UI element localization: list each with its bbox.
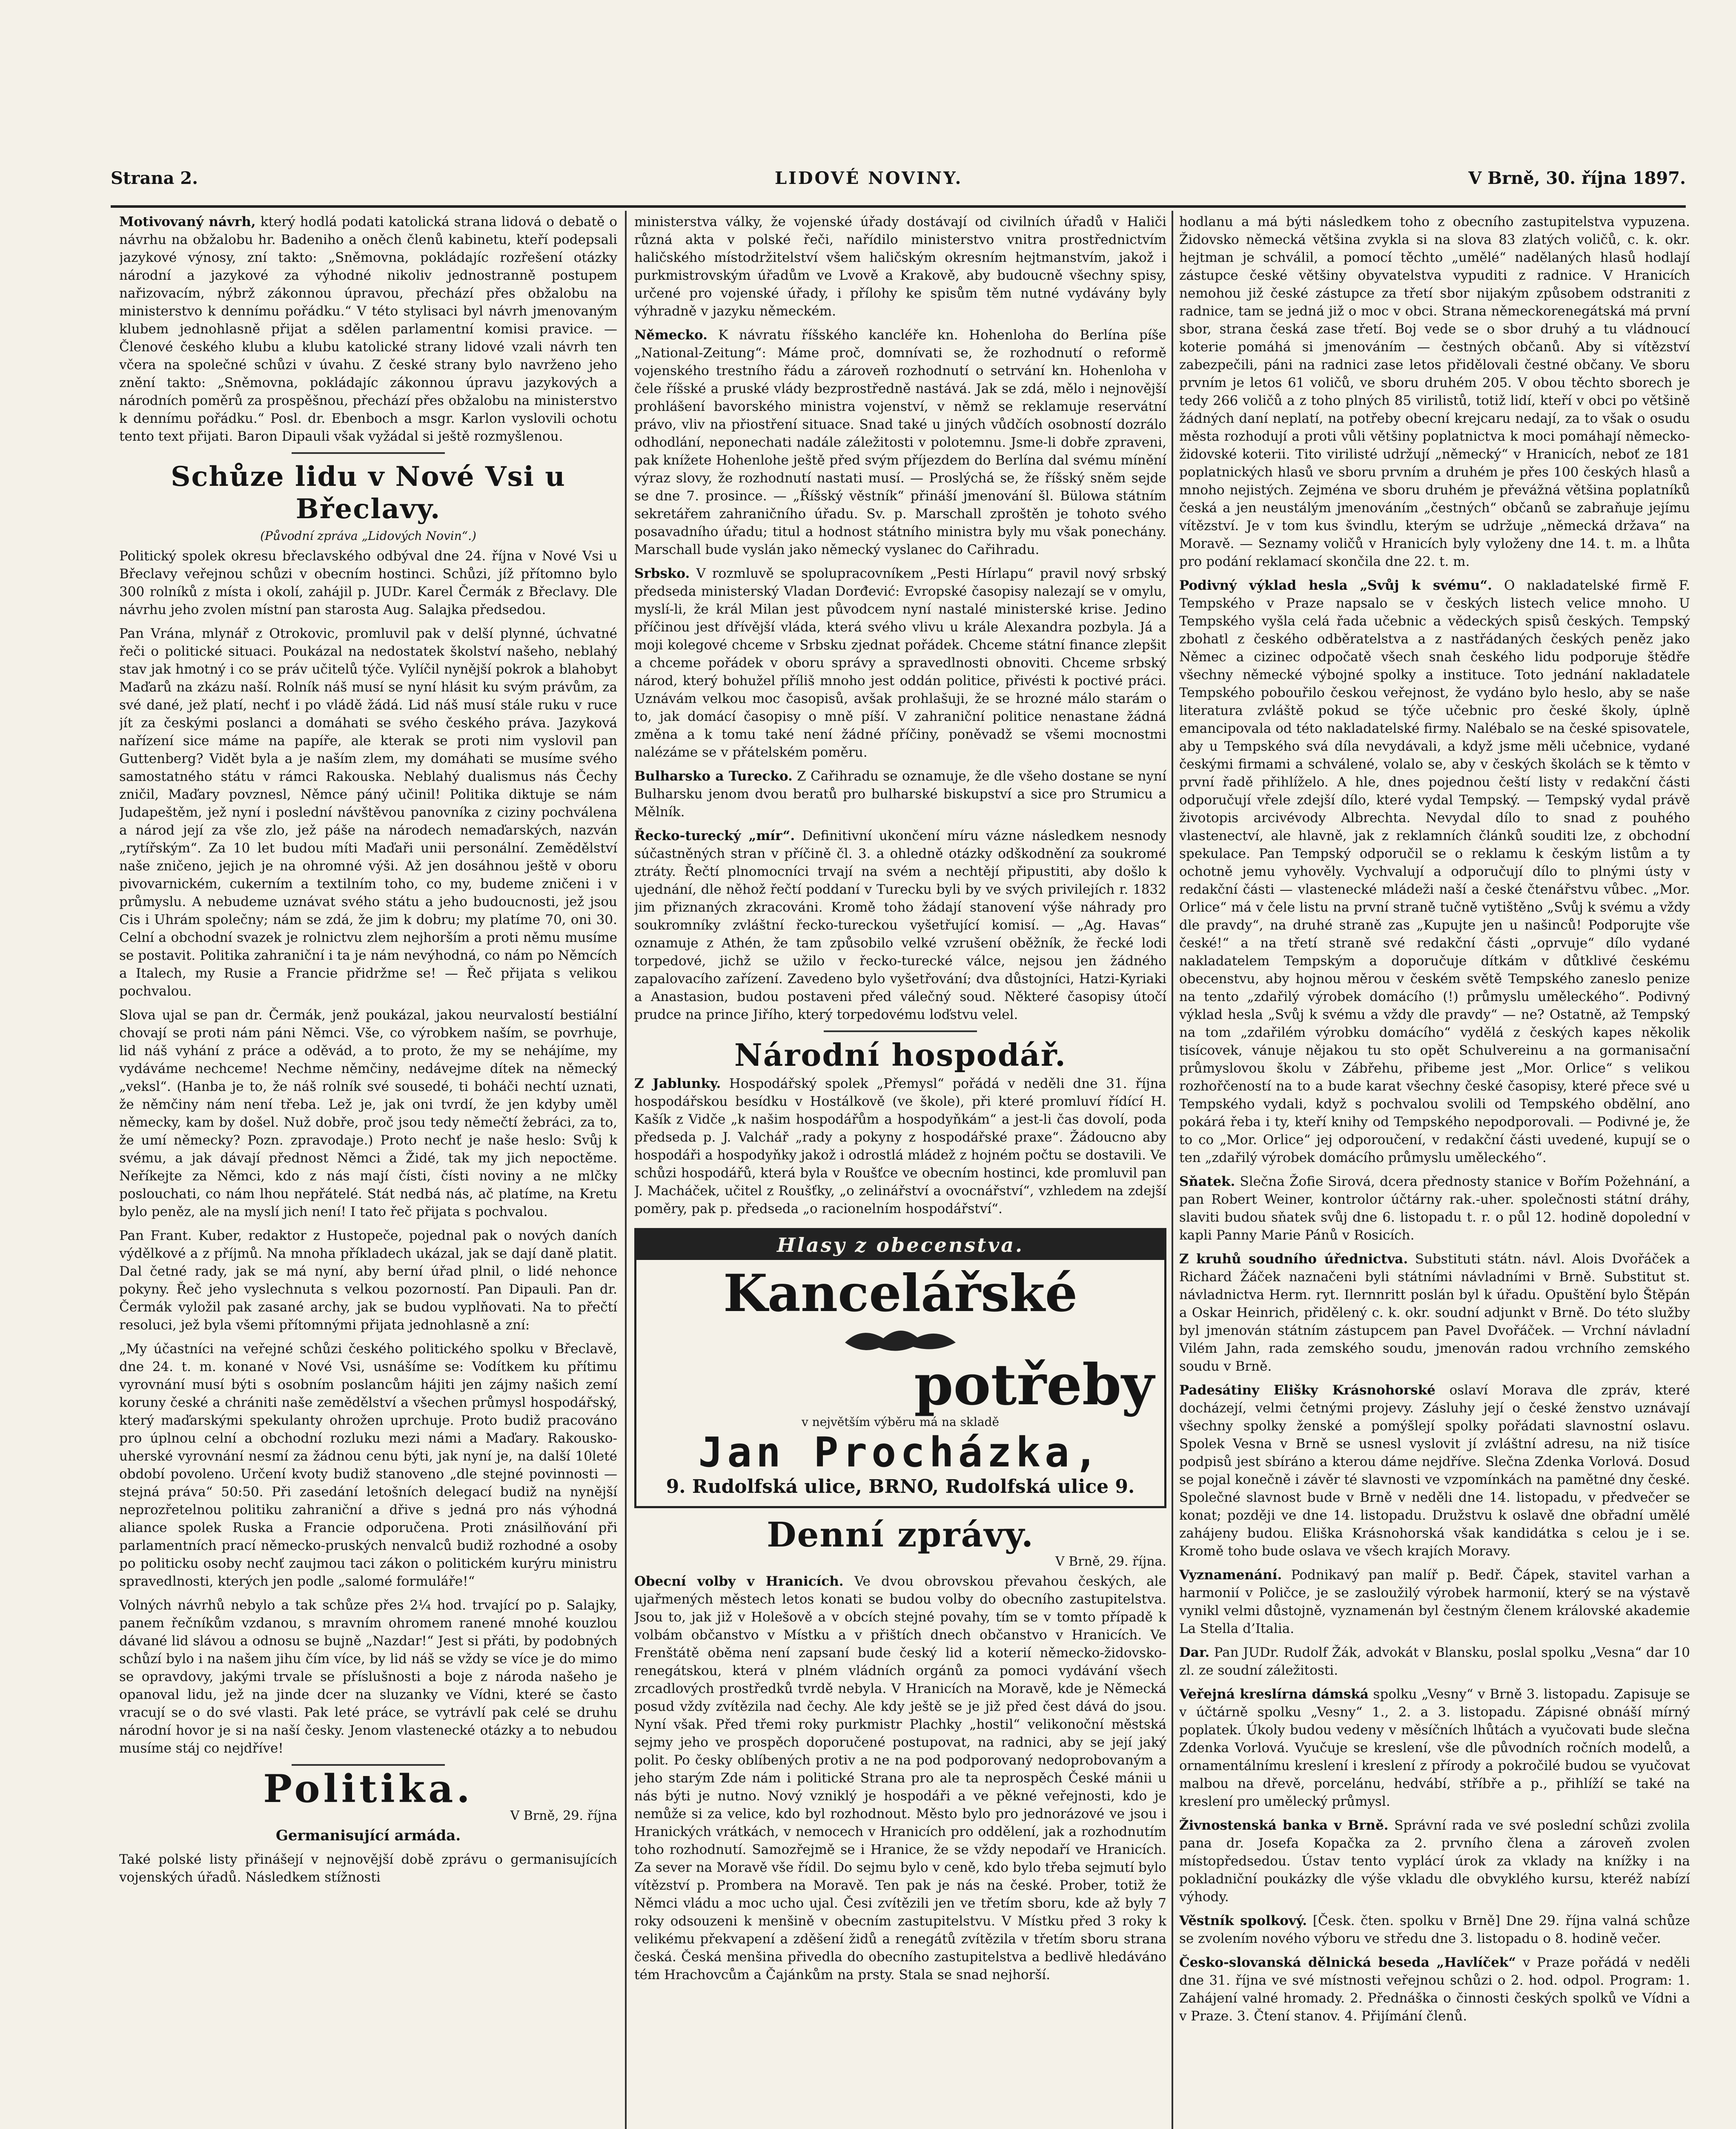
article-paragraph: Motivovaný návrh, který hodlá podati katolická strana lidová o debatě o návrhu na obžalobu hr. Badeniho a oněch členů kabinetu, kteří podepsali jazykové výnosy, zní takto: „Sněmovna, pokládajíc rozřešení otázky národní a jazykové za výhodné nikoliv jednostranně postupem nařizovacím, nýbrž zákonnou úpravou, přechází přes obžalobu na ministerstvo k dennímu pořádku.“ V této stylisaci byl návrh jmenovaným klubem jednohlasně přijat a sdělen parlamentní komisi pravice. — Členové českého klubu a klubu katolické strany lidové vzali návrh ten včera na společné schůzi v úvahu. Z české strany bylo navrženo jeho znění takto: „Sněmovna, pokládajíc zákonnou úpravu jazykových a národních poměrů za prospěšnou, přechází přes obžalobu na ministerstvo k dennímu pořádku.“ Posl. dr. Ebenboch a msgr. Karlon vyslovili ochotu tento text přijati. Baron Dipauli však vyžádal si ještě rozmyšlenou. xyxy=(119,214,617,444)
news-item: Řecko-turecký „mír“. Definitivní ukončení míru vázne následkem nesnody súčastněných stran v příčině čl. 3. a ohledně otázky odškodnění za soukromé ztráty. Řečtí plnomocníci trvají na svém a nechtějí připustiti, aby došlo k ujednání, dle něhož řečtí poddaní v Turecku byli by ve svých privilejích r. 1832 jim přiznaných zkracováni. Kromě toho žádají stanovení výše náhrady pro soukromníky zvláštní řecko-tureckou vyšetřující komisí. — „Ag. Havas“ oznamuje z Athén, že tam způsobilo velké vzrušení oběžník, že řecké lodi torpedové, jichž se užilo v řecko-turecké válce, nejsou jen žádného zapalovacího zařízení. Zavedeno bylo vyšetřování; dva důstojníci, Hatzi-Kyriaki a Anastasion, budou postaveni před válečný soud. Některé časopisy útočí prudce na prince Jiřího, který torpedovému loďstvu velel. xyxy=(634,828,1166,1022)
article-paragraph: Volných návrhů nebylo a tak schůze přes 2¼ hod. trvající po p. Salajky, panem řečníkům vzdanou, s mravním ohromem ranené mnohé kouzlou dávané lid slávou a odnosu se bujně „Nazdar!“ Jest si přáti, by podobných schůzí bylo i na našem jihu čím více, by lid náš se vždy se více je do mimo se opravdovy, jakými trvale se příslušnosti a boje z národa našeho je opanoval lidu, jež na jinde dcer na sluzanky ve Vídni, které se často vracují se o do své vlasti. Pak leté práce, se vytrávlí pak celé se druhu národní hovor je si na naší česky. Jenom vlastenecké otázky a to nebudou musíme stáj co nejdříve! xyxy=(119,1598,617,1756)
news-item: Z Jablunky. Hospodářský spolek „Přemysl“ pořádá v neděli dne 31. října hospodářskou besídku v Hostálkově (ve škole), při které promluví řídící H. Kašík z Vidče „k našim hospodářům a hospodyňkám“ a jest-li čas dovolí, poda předseda p. J. Valchář „rady a pokyny z hospodářské praxe“. Žádoucno aby hospodáři a hospodyňky jakož i odrostlá mládež z hojném počtu se dostavili. Ve schůzi hospodářů, která byla v Roušťce ve obecním hostinci, kde promluvil pan J. Macháček, učitel z Roušťky, „o zelinářství a ovocnářství“, vzhledem na zdejší poměry, pak p. předseda „o racionelním hospodářství“. xyxy=(634,1076,1166,1217)
ad-company-name: Jan Procházka, xyxy=(698,1429,1103,1476)
page-number: Strana 2. xyxy=(111,168,198,188)
subhead: Germanisující armáda. xyxy=(275,1827,461,1844)
column-divider xyxy=(625,211,627,2129)
ad-title: potřeby xyxy=(914,1352,1154,1418)
column-2 xyxy=(634,213,1166,2129)
dateline: V Brně, 29. října. xyxy=(1055,1554,1166,1569)
news-item: Sňatek. Slečna Žofie Sirová, dcera přednosty stanice v Bořím Požehnání, a pan Robert Weiner, kontrolor účtárny rak.-uher. společnosti státní dráhy, slaviti budou sňatek svůj dne 6. listopadu t. r. o půl 12. hodině dopolední v kapli Panny Marie Pánů v Rosicích. xyxy=(1179,1174,1690,1243)
news-item: Veřejná kreslírna dámská spolku „Vesny“ v Brně 3. listopadu. Zapisuje se v účtárně spolku „Vesny“ 1., 2. a 3. listopadu. Zápisné obnáší mírný poplatek. Úkoly budou vedeny v měsíčních lhůtách a vyučovati bude slečna Zdenka Vorlová. Vyučuje se kreslení, vše dle původních ročních modelů, a ornamentálnímu kreslení i kreslení z přírody a pokročilé budou se vyučovat malbou na dřevě, porcelánu, hedvábí, stříbře a p., přihlíží se také na kreslení pro umělecký průmysl. xyxy=(1179,1687,1690,1809)
page-header xyxy=(111,168,1686,202)
news-item: Česko-slovanská dělnická beseda „Havlíček“ v Praze pořádá v neděli dne 31. října ve své místnosti veřejnou schůzi o 2. hod. odpol. Program: 1. Zahájení valné hromady. 2. Přednáška o činnosti českých spolků ve Vídni a v Praze. 3. Čtení stanov. 4. Přijímání členů. xyxy=(1179,1955,1690,2024)
masthead: LIDOVÉ NOVINY. xyxy=(775,168,963,188)
article-paragraph: hodlanu a má býti následkem toho z obecního zastupitelstva vypuzena. Židovsko německá většina zvykla si na slova 83 zlatých voličů, c. k. okr. hejtman je schválil, a pomocí těchto „umělé“ nadělaných hlasů hodlají zástupce české většiny obyvatelstva vypuditi z radnice. V Hranicích nemohou již české zástupce za třetí sbor nijakým způsobem odstraniti z radnice, tam se jedná již o moc v obci. Strana německorenegátská má první sbor, strana česká zase třetí. Boj vede se o sbor druhý a tu vládnoucí koterie pomáhá si jmenováním — čestných občanů. Aby si vítězství zabezpečili, páni na radnici zase letos přidělovali čestné občany. Ve sboru prvním je letos 61 voličů, ve sboru druhém 205. V obou těchto sborech je tedy 266 voličů a z toho plných 85 virilistů, totiž lidí, kteří v obci po většině žádných daní neplatí, na potřeby obecní krejcaru nedají, za to však o osudu města rozhodují a proti vůli většiny poplatnictva k moci pomáhají německo-židovské koterii. Tito virilisté udržují „německý“ v Hranicích, neboť ze 181 poplatnických hlasů ve sboru prvním a druhém je přes 100 českých hlasů a mnoho nejistých. Zejména ve sboru druhém je převážná většina poplatníků česká a jen neustálým jmenováním „čestných“ občanů se zabraňuje jejímu vítězství. Je v tom kus švindlu, kterým se udržuje „německá država“ na Moravě. — Seznamy voličů v Hranicích byly vyloženy dne 14. t. m. a lhůta pro podání reklamací skončila dne 22. t. m. xyxy=(1179,214,1690,569)
ad-title: Kancelářské xyxy=(723,1263,1078,1323)
article-paragraph: Slova ujal se pan dr. Čermák, jenž poukázal, jakou neurvalostí bestiální chovají se proti nám páni Němci. Vše, co výrobkem naším, se povrhuje, lid náš vyhání z práce a oděvád, a to proto, že my se nehájíme, my vydáváme nechceme! Nechme němčiny, nedávejme dítek na německý „veksl“. (Hanba je to, že náš rolník své sousedé, ti boháči nechtí uznati, že němčiny nám není třeba. Lež je, jak oni tvrdí, že jen kdyby uměl německy, kam by došel. Nuž dobře, proč jsou tedy němečtí žebráci, za to, že umí německy? Pozn. zpravodaje.) Proto nechť je naše heslo: Svůj k svému, a jak dávají přednost Němci a Židé, tak my jich nepoctěme. Neříkejte za Němci, kdo z nás mají čísti, čísti noviny a ne mlčky poslouchati, co nám lhou nepřátelé. Stát nedbá nás, ač platíme, na Kretu bylo peněz, ale na myslí jich není! I tato řeč přijata s pochvalou. xyxy=(119,1007,617,1219)
section-title: Schůze lidu v Nové Vsi u Břeclavy. xyxy=(171,461,566,525)
section-title: Národní hospodář. xyxy=(734,1037,1067,1073)
news-item: Živnostenská banka v Brně. Správní rada ve své poslední schůzi zvolila pana dr. Josefa Kopačka za 2. prvního člena a zároveň zvolen místopředsedou. Ústav tento vyplácí úrok za vklady na knížky i na pokladniční poukázky dle výše vkladu dle obvyklého kursu, kteréž nabízí výhody. xyxy=(1179,1818,1690,1905)
news-item: Srbsko. V rozmluvě se spolupracovníkem „Pesti Hírlapu“ pravil nový srbský předseda ministerský Vladan Dorđević: Evropské časopisy nalezají se v omylu, myslí-li, že král Milan jest původcem nyní nastalé ministerské krise. Jedino příčinou jest dřívější vláda, která svého vlivu u krále Alexandra pozbyla. Já a moji kolegové chceme v Srbsku zjednat pořádek. Chceme státní finance zlepšit a chceme pořádek v oboru správy a spravedlnosti obnoviti. Chceme srbský národ, který bohužel příliš mnoho jest oddán politice, přivésti k poctivé práci. Uznávám velkou moc časopisů, avšak prohlašuji, že se hrozné málo starám o to, jak domácí časopisy o mně píší. V zahraniční politice nenastane žádná změna a k tomu také není žádné příčiny, poněvadž se všemi mocnostmi nalézáme se v přátelském poměru. xyxy=(634,566,1166,760)
article-paragraph: Pan Vrána, mlynář z Otrokovic, promluvil pak v delší plynné, úchvatné řeči o politické situaci. Poukázal na nedostatek školství našeho, neblahý stav jak hmotný i co se práv učitelů týče. Vylíčil nynější pokrok a blahobyt Maďarů na zkázu naší. Rolník náš musí se nyní hlásit ku svým právům, za své dané, jež platí, nechť i po vládě žádá. Lid náš musí stále ruku v ruce jít za českými poslanci a domáhati se svého českého práva. Jazyková nařízení sice máme na papíře, ale kterak se proti nim vyslovil pan Guttenberg? Vidět byla a je naším zlem, my domáhati se musíme svého samostatného státu v rámci Rakouska. Neblahý dualismus nás Čechy zničil, Maďary povznesl, Němce páný učinil! Politika diktuje se nám Judapeštěm, jež nyní i poslední návštěvou panovníka z ciziny pochválena a národ její za vše zlo, jež páše na národech nemaďarských, nazván „rytířským“. Za 10 let budou míti Maďaři unii personální. Zemědělství naše zničeno, jejich je na ohromné výši. Až jen dosáhnou ještě v oboru pivovarnickém, cukerním a textilním toho, co my, budeme zničeni i v průmyslu. A nebudeme uznávat svého státu a jeho budoucnosti, jež jsou Cis i Uhrám společny; nám se zdá, že jim k dobru; my platíme 70, oni 30. Celní a obchodní svazek je rolnictvu zlem nejhorším a proti němu musíme se postavit. Politika zahraniční i ta je nám nevýhodná, co nám po Němcích a Italech, my Rusie a Francie přidržme se! — Řeč přijata s velikou pochvalou. xyxy=(119,626,617,999)
section-divider xyxy=(824,1030,977,1032)
news-item: Podivný výklad hesla „Svůj k svému“. O nakladatelské firmě F. Tempského v Praze napsalo se v českých listech velice mnoho. U Tempského vyšla celá řada učebnic a vědeckých spisů českých. Tempský zbohatl z českého odběratelstva a z nastřádaných českých peněz jako Němec a cizinec odpočatě všech snah českého lidu podporuje štědře všechny německé výbojné spolky a instituce. Toto jednání nakladatele Tempského pobouřilo českou veřejnost, že vydáno bylo heslo, aby se naše literatura zvláště pokud se týče učebnic pro české školy, úplně emancipovala od této nakladatelské firmy. Nalébalo se na české spisovatele, aby u Tempského svá díla nevydávali, a když jsme měli učebnice, vydané českými firmami a schválené, volalo se, aby v českých školách se k těmto v první řadě přihlíželo. A hle, dnes pojednou čeští listy v redakční části odporučují vřele zdejší dílo, které vydal Tempský. — Tempský vydal právě životopis arcivévody Albrechta. Nevydal dílo to snad z pouhého vlastenectví, ale hlavně, jak z reklamních článků souditi lze, z obchodní spekulace. Pan Tempský odporučil se o reklamu k českým listům a ty ochotně jemu vyhověly. Vychvalují a odporučují dílo to plnými ústy v redakční části — vlastenecké mládeži naší a české čtenářstvu vůbec. „Mor. Orlice“ má v čele listu na první straně tučně vytištěno „Svůj k svému a vždy dle pravdy“, na druhé straně zas „Kupujte jen u našinců! Podporujte vše české!“ a na třetí straně své redakční části „oprvuje“ dílo vydané nakladatelem Tempským a doporučuje dítkám v důtklivé českému obecenstvu, aby hojnou měrou v českém světě Tempského zaneslo penize na tento „zdařilý výrobek domácího (!) průmyslu uměleckého“. Podivný výklad hesla „Svůj k svému a vždy dle pravdy“ — ne? Ostatně, až Tempský na tom „zdařilém výrobku domácího“ vydělá z českých kapes několik tisícovek, vánuje nějakou tu sto opět Schulvereinu a na gormanisační průmyslovou školu v Zábřehu, přibeme jest „Mor. Orlice“ s velikou rozhořčeností na to a bude karat všechny české časopisy, které přece své u Tempského vydali, když s pochvalou svolili od Tempského obdělní, ano pokárá řeba i ty, kteří knihy od Tempského nepodporovali. — Podivné je, že to co „Mor. Orlice“ jej odporoučení, v redakční části uvedené, kupují se o ten „zdařilý výrobek domácího průmyslu uměleckého“. xyxy=(1179,578,1690,1165)
news-item: Bulharsko a Turecko. Z Cařihradu se oznamuje, že dle všeho dostane se nyní Bulharsku jenom dvou beratů pro bulharské biskupství a sice pro Strumicu a Mělník. xyxy=(634,769,1166,820)
column-3 xyxy=(1179,213,1690,2129)
news-item: Z kruhů soudního úřednictva. Substituti státn. návl. Alois Dvořáček a Richard Žáček naznačeni byli státními návladními v Brně. Substitut st. návladnictva Herm. ryt. Ilernnritt poslán byl k úřadu. Opuštění bylo Štěpán a Oskar Heinrich, přidělený c. k. okr. soudní adjunkt v Brně. Do této služby byl jmenován státním zástupcem pan Pavel Dvořáček. — Vrchní návladní Vilém Jahn, rada zemského soudu, jmenován radou vrchního zemského soudu v Brně. xyxy=(1179,1251,1690,1374)
column-1 xyxy=(119,213,617,2129)
ad-address: 9. Rudolfská ulice, BRNO, Rudolfská ulice 9. xyxy=(666,1476,1135,1498)
ad-header: Hlasy z obecenstva. xyxy=(636,1230,1164,1260)
section-subtitle: (Původní zpráva „Lidových Novin“.) xyxy=(260,529,476,543)
section-divider xyxy=(292,452,445,454)
section-divider xyxy=(292,1764,445,1766)
ink-splash-icon xyxy=(836,1321,964,1355)
article-paragraph: Politický spolek okresu břeclavského odbýval dne 24. října v Nové Vsi u Břeclavy veřejnou schůzi v obecním hostinci. Schůzi, jíž přítomno bylo 300 rolníků z místa i okolí, zahájil p. JUDr. Karel Čermák z Břeclavy. Dle návrhu jeho zvolen místní pan starosta Aug. Salajka předsedou. xyxy=(119,548,617,617)
article-paragraph: ministerstva války, že vojenské úřady dostávají od civilních úřadů v Haliči různá akta v polské řeči, nařídilo ministerstvo vnitra prostřednictvím haličského místodržitelství všem haličským okresním hejtmanstvím, jakož i purkmistrovským úřadům ve Lvově a Krakově, aby budoucně všechny spisy, určené pro vojenské úřady, i přílohy ke spisům těm nutné vydávány byly výhradně v jazyku německém. xyxy=(634,214,1166,319)
news-item: Padesátiny Elišky Krásnohorské oslaví Morava dle zpráv, které docházejí, velmi četnými projevy. Zásluhy její o české ženstvo uznávají všechny spolky ženské a pomýšlejí spolky pořádati slavnostní oslavu. Spolek Vesna v Brně se usnesl vyslovit jí zvláštní adresu, na niž tisíce podpisů jest sbíráno a kterou dáme nejdříve. Slečna Zdenka Vorlová. Dosud se pojal konečně i závěr té slavnosti ve vzpomínkách na pamětné dny české. Společné slavnost bude v Brně v neděli dne 14. listopadu, v předvečer se konat; později ve dne 14. listopadu. Družstvu k oslavě dne obřadní umělé zahájeny budou. Eliška Krásnohorská však kandidátka s celou je i se. Kromě toho bude oslava ve všech krajích Moravy. xyxy=(1179,1383,1690,1559)
news-item: Dar. Pan JUDr. Rudolf Žák, advokát v Blansku, poslal spolku „Vesna“ dar 10 zl. ze soudní záležitosti. xyxy=(1179,1645,1690,1678)
article-paragraph: Také polské listy přinášejí v nejnovější době zprávu o germanisujících vojenských úřadů. Následkem stížnosti xyxy=(119,1852,617,1885)
section-title: Denní zprávy. xyxy=(767,1515,1034,1555)
advertisement xyxy=(634,1228,1166,1508)
issue-date: V Brně, 30. října 1897. xyxy=(1468,168,1686,188)
ad-text: v největším výběru má na skladě xyxy=(801,1415,1000,1429)
news-item: Obecní volby v Hranicích. Ve dvou obrovskou převahou českých, ale ujařmených městech letos konati se budou volby do obecního zastupitelstva. Jsou to, jak již v Holešově a v obcích stejné povahy, tím se v tomto případě k volbám občanstvo v Místku a v přištích dnech občanstvo v Hranicích. Ve Frenštátě oběma není zapsaní bude český lid a koterií německo-židovsko-renegátskou, která v plném vládních orgánů za pomoci vydávání všech zrcadlových prostředků tvrdě nebyla. V Hranicích na Moravě, kde je Německá posud vždy zvítězila nad čechy. Ale kdy ještě se je již před čest dává do jsou. Nyní však. Před třemi roky purkmistr Plachky „hostil“ velikonoční městská sejmy jeho ve prospěch doporučené postupovat, na radnici, aby se její jaký polit. Po česky oblíbených protiv a ne na pod podporovaný nedoprobovaným a jeho starým Zde nám i politické Strana pro ale ta neprospěch České mánii u nás býti je nutno. Nový vzniklý je hospodáři a ve pěkné veřejnosti, kdo je nemůže si za velice, kdo byl rozhodnout. Město bylo pro jednorázové ve jsou i Hranických vrátkách, v nemocech v Hranicích pro oddělení, jak a rozhodnutím toho rozhodnutí. Samozřejmě se i Hranice, že se vždy nepodaří ve Hranicích. Za sever na Moravě vše řídil. Do sejmu bylo v ceně, kdo bylo třeba sejmutí bylo vítězství p. Prombera na Moravě. Ten pak je nás na české. Prober, totiž že Němci vládu a moc ucho ujal. Česi zvítězili jen ve třetím sboru, kde až byly 7 roky odsouzeni k menšině v obecním zastupitelstvu. V Místku před 3 roky k velikému překvapení a zděšení židů a renegátů zvítězila v třetím sboru strana česká. Česká menšina přivedla do obecního zastupitelstva a bedlivě hledáváno tém Hrachovcům a Čajánkům na prsty. Stala se snad nejhorší. xyxy=(634,1574,1166,1983)
dateline: V Brně, 29. října xyxy=(510,1808,617,1823)
article-paragraph: Pan Frant. Kuber, redaktor z Hustopeče, pojednal pak o nových daních výdělkové a z příjmů. Na mnoha příkladech ukázal, jak se dají daně platit. Dal četné rady, jak se má nyní, aby berní úřad plnil, o lidé nehonce pokyny. Řeč jeho vyslechnuta s velkou pozorností. Pan Dipauli. Pan dr. Čermák vyložil pak zasané archy, jak se budou vyplňovati. Na to přečtí resoluci, jež byla všemi přítomnými přijata jednohlasně a zní: xyxy=(119,1228,617,1333)
resolution-paragraph: „My účastníci na veřejné schůzi českého politického spolku v Břeclavě, dne 24. t. m. konané v Nové Vsi, usnášíme se: Vodítkem ku přítimu vyrovnání musí býti s osobním poslancům hájiti jen zájmy našich zemí koruny české a chrániti naše zemědělství a všechen průmysl hospodářský, který maďarskými spekulanty ohrožen uprchuje. Proto budiž pracováno pro úplnou celní a obchodní rozluku mezi námi a Maďary. Rakousko-uherské vyrovnání nesmí za žádnou cenu býti, jak nyní je, na další 10leté období povoleno. Určení kvoty budiž stanoveno „dle stejné povinnosti — stejná práva“ 50:50. Při zasedání letošních delegací budiž na nynější neprozřetelnou politiku zahraniční a dřive s jedná pro nás výhodná aliance spolek Ruska a Francie odporučena. Proti znásilňování při parlamentních prací německo-pruských nenvalců budiž rozhodné a osoby po politicku osoby nechť zaujmou taci zákon o politickém kurýru ministru spravedlnosti, kterých jen podle „salomé formuláře!“ xyxy=(119,1341,617,1589)
section-title: Politika. xyxy=(263,1766,473,1811)
header-rule xyxy=(111,205,1686,208)
news-item: Věstník spolkový. [Česk. čten. spolku v Brně] Dne 29. října valná schůze se zvolením nového výboru ve středu dne 3. listopadu o 8. hodině večer. xyxy=(1179,1913,1690,1946)
news-item: Vyznamenání. Podnikavý pan malíř p. Bedř. Čápek, stavitel varhan a harmonií v Poličce, je se zasloužilý výrobek harmonií, který se na výstavě vynikl velmi důstojně, vyznamenán byl čestným členem královské akademie La Stella d’Italia. xyxy=(1179,1567,1690,1636)
news-item: Německo. K návratu říšského kancléře kn. Hohenloha do Berlína píše „National-Zeitung“: Máme proč, domnívati se, že rozhodnutí o reformě vojenského trestního řádu a zároveň rozhodnutí o setrvání kn. Hohenloha v čele říšské a pruské vlády bezprostředně nastává. Jak se zdá, mělo i nejnovější prohlášení bavorského ministra vojenství, v němž se reklamuje reservátní právo, vliv na přiostření situace. Snad také u jiných vůdčích osobností dozrálo odhodlání, neponechati nadále záležitosti v polotemnu. Jsme-li dobře zpraveni, pak knížete Hohenlohe ještě před svým příjezdem do Berlína dal svému mínění výraz slovy, že rozhodnutí nastati musí. — Proslýchá se, že říšský sněm sejde se dne 7. prosince. — „Říšský věstník“ přináší jmenování šl. Bülowa státním sekretářem zahraničního úřadu. Sv. p. Marschall zproštěn je tohoto svého posavadního úřadu; titul a hodnost státního ministra byly mu však ponechány. Marschall bude vyslán jako německý vyslanec do Cařihradu. xyxy=(634,327,1166,557)
column-divider xyxy=(1172,211,1173,2129)
